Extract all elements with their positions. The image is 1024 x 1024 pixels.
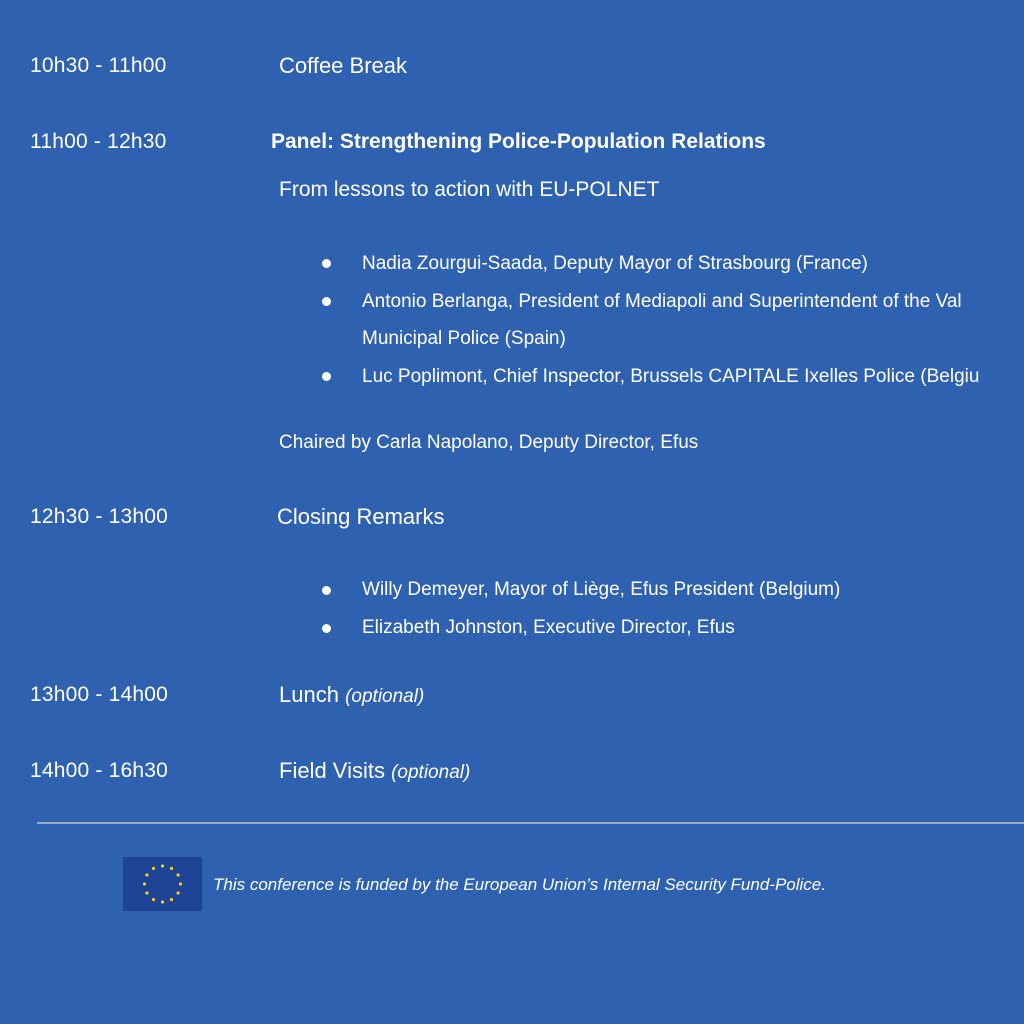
session-subtitle-panel: From lessons to action with EU-POLNET xyxy=(279,178,660,201)
footer-funding-note: This conference is funded by the European Union’s Internal Security Fund-Police. xyxy=(213,875,826,894)
bullet-icon xyxy=(322,259,331,268)
session-chair-panel: Chaired by Carla Napolano, Deputy Director, Efus xyxy=(279,432,699,453)
flag-star-icon xyxy=(143,882,146,885)
flag-star-icon xyxy=(176,891,179,894)
flag-star-icon xyxy=(152,898,155,901)
flag-star-icon xyxy=(145,873,148,876)
bullet-icon xyxy=(322,372,331,381)
bullet-icon xyxy=(322,624,331,633)
session-title-coffee-break: Coffee Break xyxy=(279,53,408,78)
flag-star-icon xyxy=(145,891,148,894)
session-title-field-visits xyxy=(279,758,470,784)
session-title-lunch-text: Lunch xyxy=(279,682,339,707)
session-title-field-visits-text: Field Visits xyxy=(279,758,385,783)
session-time-lunch: 13h00 - 14h00 xyxy=(30,683,169,706)
bullet-icon xyxy=(322,586,331,595)
flag-star-icon xyxy=(170,898,173,901)
session-title-closing-remarks: Closing Remarks xyxy=(277,504,445,529)
optional-note: (optional) xyxy=(345,686,425,707)
speaker-list-item: Elizabeth Johnston, Executive Director, Efus xyxy=(362,617,735,638)
speaker-list-item-continuation: Municipal Police (Spain) xyxy=(362,328,566,349)
session-time-closing-remarks: 12h30 - 13h00 xyxy=(30,505,169,528)
speaker-list-item: Nadia Zourgui-Saada, Deputy Mayor of Strasbourg (France) xyxy=(362,253,868,274)
flag-star-icon xyxy=(152,867,155,870)
session-title-lunch xyxy=(279,682,424,708)
flag-star-icon xyxy=(179,882,182,885)
session-time-coffee-break: 10h30 - 11h00 xyxy=(30,54,167,77)
bullet-icon xyxy=(322,297,331,306)
session-time-panel: 11h00 - 12h30 xyxy=(30,130,167,153)
speaker-list-item: Luc Poplimont, Chief Inspector, Brussels CAPITALE Ixelles Police (Belgiu xyxy=(362,366,980,387)
flag-star-icon xyxy=(161,900,164,903)
eu-flag-icon xyxy=(123,857,202,911)
session-time-field-visits: 14h00 - 16h30 xyxy=(30,759,169,782)
flag-star-icon xyxy=(161,864,164,867)
speaker-list-item: Willy Demeyer, Mayor of Liège, Efus President (Belgium) xyxy=(362,579,841,600)
flag-star-icon xyxy=(170,867,173,870)
optional-note: (optional) xyxy=(391,762,471,783)
session-title-panel: Panel: Strengthening Police-Population Relations xyxy=(271,130,766,153)
footer-divider xyxy=(37,822,1024,824)
speaker-list-item: Antonio Berlanga, President of Mediapoli and Superintendent of the Val xyxy=(362,291,962,312)
flag-star-icon xyxy=(176,873,179,876)
